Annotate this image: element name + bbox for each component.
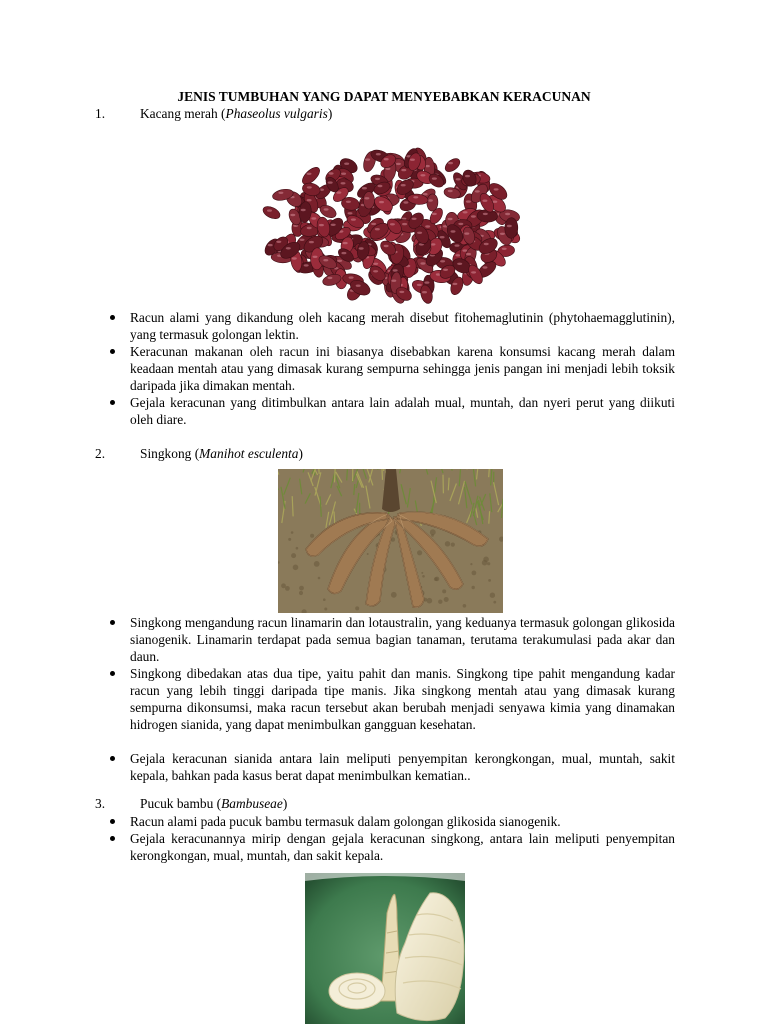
soil-speck [391,592,397,598]
bean-highlight [448,190,453,192]
soil-speck [487,562,490,565]
bean-highlight [341,252,346,254]
soil-speck [421,572,423,574]
document-title: JENIS TUMBUHAN YANG DAPAT MENYEBABKAN KERACUNAN [177,89,591,104]
soil-speck [488,579,491,582]
bean-highlight [420,174,425,176]
bean-highlight [466,200,471,202]
bean-highlight [311,217,316,219]
bean-highlight [267,209,272,211]
bean-highlight [268,244,273,246]
bean-highlight [365,158,370,160]
bean-highlight [329,172,334,174]
soil-speck [291,553,296,558]
bean-highlight [440,236,445,238]
soil-speck [434,577,438,581]
bean-highlight [402,223,407,225]
bean-highlight [336,191,341,193]
list-item: Singkong dibedakan atas dua tipe, yaitu pahit dan manis. Singkong tipe pahit mengandung kadar racun yang lebih tinggi daripada tipe manis. Jika singkong mentah atau yang dimasak kurang sempurna dikonsumsi, maka racun tersebut akan berubah menjadi senyawa kimia yang dinamakan hidrogen sianida, yang dapat menimbulkan gangguan kesehatan. [110,665,675,733]
section-number: 3. [95,796,106,811]
bean-highlight [432,213,437,215]
bean-highlight [362,187,367,189]
bean-highlight [401,184,406,186]
bean-highlight [466,253,471,255]
bean-highlight [471,271,476,273]
soil-speck [318,577,321,580]
soil-speck [490,593,495,598]
bean-highlight [278,192,283,194]
grass-blade [378,469,379,470]
bean-highlight [396,163,401,165]
grass-blade [448,478,449,491]
bean-highlight [455,254,460,256]
cassava-image [278,469,503,613]
bean-shape [505,218,518,239]
bean-highlight [452,283,457,285]
bean-highlight [346,201,351,203]
section-3-bullets [110,813,675,864]
bean-highlight [323,259,328,261]
bean-highlight [482,200,487,202]
bean-highlight [327,277,332,279]
bean-highlight [458,223,463,225]
bean-highlight [304,264,309,266]
list-item: Gejala keracunannya mirip dengan gejala keracunan singkong, antara lain meliputi penyempitan kerongkongan, mual, muntah, dan sakit kepala. [110,830,675,864]
kidney-beans-photo [258,145,524,307]
list-item: Singkong mengandung racun linamarin dan lotaustralin, yang keduanya termasuk golongan glikosida sianogenik. Linamarin terdapat pada semua bagian tanaman, terutama terakumulasi pada akar dan daun. [110,614,675,665]
bamboo-shoots-photo [305,873,465,1024]
bean-highlight [502,248,507,250]
soil-speck [281,583,286,588]
bean-highlight [390,223,395,225]
section-number: 1. [95,106,106,121]
bean-highlight [424,281,429,283]
bean-highlight [440,260,445,262]
bean-highlight [456,178,461,180]
bean-highlight [451,230,456,232]
bean-highlight [375,178,380,180]
scientific-name: Bambuseae [221,796,283,811]
bean-highlight [307,227,312,229]
bean-highlight [417,284,422,286]
bean-highlight [483,213,488,215]
list-item: Gejala keracunan yang ditimbulkan antara lain adalah mual, muntah, dan nyeri perut yang diikuti oleh diare. [110,394,675,428]
grass-blade [489,469,490,477]
bean-highlight [384,158,389,160]
bean-highlight [313,256,318,258]
bean-highlight [464,232,469,234]
bean-highlight [422,291,427,293]
soil-speck [285,586,290,591]
bean-highlight [475,190,480,192]
kidney-beans-image [258,145,524,307]
soil-speck [310,534,314,538]
bean-highlight [410,159,415,161]
document-page: JENIS TUMBUHAN YANG DAPAT MENYEBABKAN KERACUNAN 1. Kacang merah (Phaseolus vulgaris) Racun alami yang dikandung oleh kacang merah disebut fitohemaglutinin (phytohaemagglutinin), yang termasuk golongan lektin. Keracunan makanan oleh racun ini biasanya disebabkan karena konsumsi kacang merah dalam keadaan mentah atau yang dimasak kurang sempurna sehingga jenis pangan ini menjadi lebih toksik daripada jika dimakan mentah. Gejala keracunan yang ditimbulkan antara lain adalah mual, muntah, dan nyeri perut yang diikuti oleh diare. 2. Singkong (Manihot esculenta) Singkong mengandung racun linamarin dan lotaustralin, yang keduanya termasuk golongan glikosida sianogenik. Linamarin terdapat pada semua bagian tanaman, terutama terakumulasi pada akar dan daun. Singkong dibedakan atas dua tipe, yaitu pahit dan manis. Singkong tipe pahit mengandung kadar racun yang lebih tinggi daripada tipe manis. Jika singkong mentah atau yang dimasak kurang sempurna dikonsumsi, maka racun tersebut akan berubah menjadi senyawa kimia yang dinamakan hidrogen sianida, yang dapat menimbulkan gangguan kesehatan. Gejala keracunan sianida antara lain meliputi penyempitan kerongkongan, mual, muntah, sakit kepala, bahkan pada kasus berat dapat menimbulkan kematian.. 3. Pucuk bambu (Bambuseae) Racun alami pada pucuk bambu termasuk dalam golongan glikosida sianogenik. Gejala keracunannya mirip dengan gejala keracunan singkong, antara lain meliputi penyempitan kerongkongan, mual, muntah, dan sakit kepala. [0,0,768,1024]
bean-highlight [448,162,453,164]
soil-speck [463,604,467,608]
bean-highlight [378,185,383,187]
scientific-name: Manihot esculenta [199,446,299,461]
bean-highlight [359,247,364,249]
bean-highlight [463,211,468,213]
bean-highlight [413,196,418,198]
bean-highlight [375,228,380,230]
grass-blade [489,511,490,524]
soil-speck [470,563,472,565]
bean-highlight [483,266,488,268]
bean-highlight [337,260,342,262]
bean-highlight [301,209,306,211]
soil-speck [482,560,488,566]
bean-highlight [348,212,353,214]
bean-highlight [343,242,348,244]
soil-speck [451,543,455,547]
bean-highlight [307,199,312,201]
soil-speck [299,591,303,595]
bean-highlight [373,270,378,272]
bean-shape [363,192,374,209]
soil-speck [323,598,326,601]
bean-highlight [364,197,369,199]
bean-highlight [393,269,398,271]
soil-speck [314,561,320,567]
bean-highlight [344,163,349,165]
list-item: Gejala keracunan sianida antara lain meliputi penyempitan kerongkongan, mual, muntah, sakit kepala, bahkan pada kasus berat dapat menimbulkan kematian.. [110,750,675,784]
list-item: Keracunan makanan oleh racun ini biasanya disebabkan karena konsumsi kacang merah dalam keadaan mentah atau yang dimasak kurang sempurna sehingga jenis pangan ini menjadi lebih toksik daripada jika dimakan mentah. [110,343,675,394]
soil-speck [442,589,446,593]
bean-highlight [351,218,356,220]
soil-speck [367,553,369,555]
section-number: 2. [95,446,106,461]
bean-highlight [341,173,346,175]
bean-highlight [484,243,489,245]
bean-highlight [455,244,460,246]
section-name: Kacang merah [140,106,218,121]
bean-highlight [465,175,470,177]
bean-highlight [300,239,305,241]
soil-speck [444,597,449,602]
bean-highlight [341,182,346,184]
soil-speck [438,600,442,604]
list-item: Racun alami yang dikandung oleh kacang merah disebut fitohemaglutinin (phytohaemagglutinin), yang termasuk golongan lektin. [110,309,675,343]
soil-speck [296,547,299,550]
bean-highlight [376,153,381,155]
scientific-name: Phaseolus vulgaris [225,106,328,121]
soil-speck [472,586,475,589]
bean-highlight [443,269,448,271]
bean-highlight [292,257,297,259]
bean-highlight [371,223,376,225]
bean-highlight [307,173,312,175]
soil-speck [431,534,434,537]
bean-highlight [290,214,295,216]
bean-highlight [379,201,384,203]
bean-highlight [507,225,512,227]
bean-highlight [431,243,436,245]
soil-speck [355,606,359,610]
soil-speck [472,571,477,576]
soil-speck [427,598,433,604]
bean-highlight [401,169,406,171]
section-name: Pucuk bambu [140,796,214,811]
bean-highlight [328,181,333,183]
bean-highlight [356,285,361,287]
bean-highlight [423,193,428,195]
bean-highlight [349,276,354,278]
soil-speck [445,541,450,546]
bean-highlight [399,291,404,293]
bean-highlight [425,225,430,227]
cassava-roots-photo [278,469,503,613]
bean-highlight [494,188,499,190]
soil-speck [293,565,299,571]
bean-highlight [471,215,476,217]
bean-highlight [319,224,324,226]
soil-speck [291,531,294,534]
bean-highlight [331,224,336,226]
bean-highlight [276,241,281,243]
bean-highlight [500,233,505,235]
soil-speck [324,608,327,611]
list-item: Racun alami pada pucuk bambu termasuk dalam golongan glikosida sianogenik. [110,813,675,830]
grass-blade [347,469,348,480]
bean-highlight [457,263,462,265]
bean-highlight [448,218,453,220]
soil-speck [299,586,304,591]
section-1-bullets [110,309,675,428]
soil-speck [417,550,422,555]
bean-highlight [505,213,510,215]
bean-highlight [391,280,396,282]
bean-highlight [462,249,467,251]
bean-highlight [373,263,378,265]
bean-highlight [412,218,417,220]
grass-blade [335,469,336,482]
bamboo-image [305,873,465,1024]
section-name: Singkong [140,446,192,461]
bean-highlight [309,241,314,243]
bean-highlight [417,232,422,234]
bean-highlight [403,201,408,203]
bean-highlight [307,186,312,188]
bean-highlight [384,245,389,247]
bean-highlight [432,177,437,179]
bean-highlight [286,247,291,249]
bean-highlight [420,262,425,264]
section-2-bullets [110,614,675,784]
bean-highlight [324,208,329,210]
soil-speck [288,538,291,541]
soil-speck [422,575,425,578]
soil-speck [493,601,496,604]
bean-highlight [428,199,433,201]
